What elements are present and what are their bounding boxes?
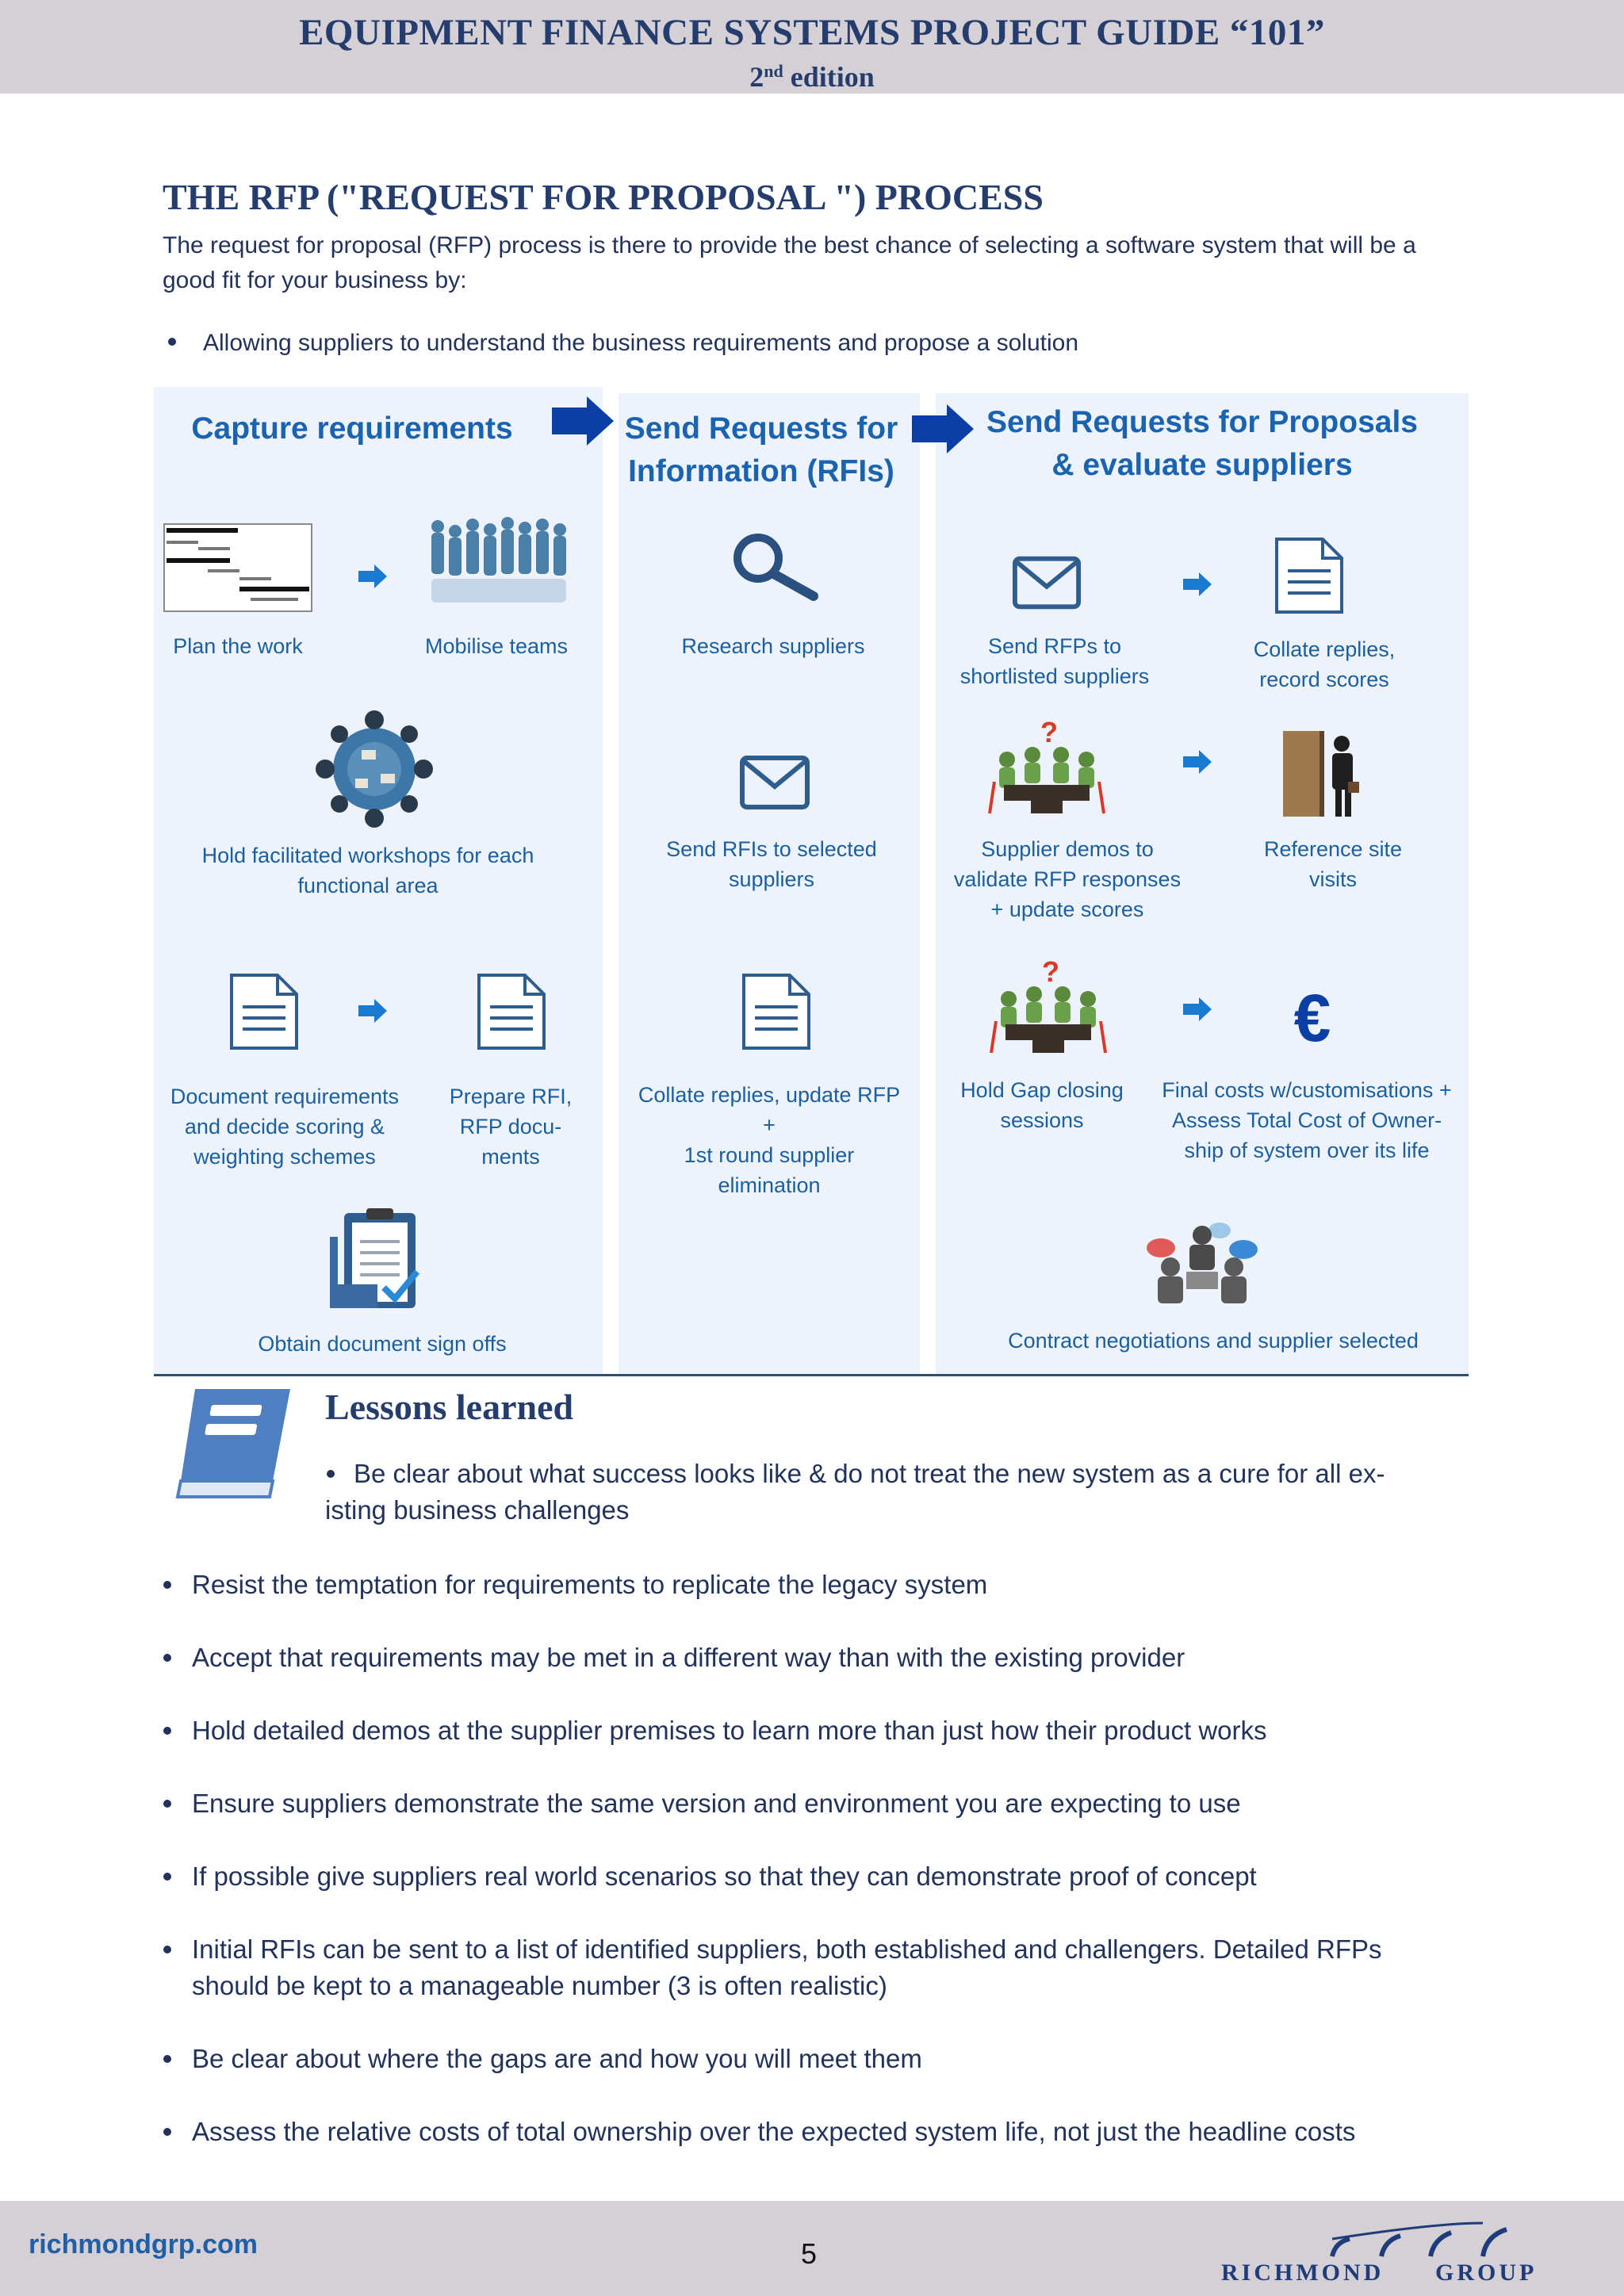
lesson-item: Hold detailed demos at the supplier premises to learn more than just how their product works [192, 1712, 1477, 1749]
small-arrow-icon [1183, 997, 1212, 1021]
lessons-learned-title: Lessons learned [325, 1387, 574, 1427]
richmond-group-logo [1213, 2207, 1586, 2286]
lesson-item: Be clear about what success looks like & do not treat the new system as a cure for all ex- isting business challenges [325, 1459, 1385, 1525]
section-divider [154, 1374, 1469, 1376]
mail-icon [1012, 555, 1082, 610]
euro-icon: € [1293, 981, 1331, 1055]
mail-icon [739, 755, 810, 810]
send-rfps-label: Send RFPs to shortlisted suppliers [959, 634, 1150, 688]
meeting-question-icon [983, 718, 1110, 818]
send-rfis-label: Send RFIs to selected suppliers [666, 837, 877, 891]
svg-text:?: ? [1040, 718, 1058, 748]
document-requirements-label: Document requirements and decide scoring & weighting schemes [170, 1085, 400, 1169]
prepare-rfi-label: Prepare RFI, RFP docu- ments [449, 1085, 573, 1169]
mobilise-teams-label: Mobilise teams [424, 634, 569, 658]
door-visit-icon [1278, 726, 1365, 821]
workshops-label: Hold facilitated workshops for each functional area [201, 844, 534, 897]
reference-visits-label: Reference site visits [1263, 837, 1403, 891]
plan-the-work-label: Plan the work [173, 634, 303, 658]
small-arrow-icon [358, 999, 387, 1023]
intro-bullet: Allowing suppliers to understand the business requirements and propose a solution [168, 330, 1078, 357]
supplier-demos-label: Supplier demos to validate RFP responses + update scores [953, 837, 1182, 921]
lesson-item: If possible give suppliers real world scenarios so that they can demonstrate proof of concept [192, 1858, 1477, 1895]
collate-rfi-replies-label: Collate replies, update RFP + 1st round supplier elimination [638, 1083, 901, 1197]
lesson-item: Ensure suppliers demonstrate the same version and environment you are expecting to use [192, 1785, 1477, 1822]
rfi-heading: Send Requests for Information (RFIs) [624, 411, 898, 488]
edition-label: 2nd edition [749, 61, 875, 93]
team-people-icon [425, 515, 574, 615]
rfp-heading: Send Requests for Proposals & evaluate suppliers [986, 405, 1418, 482]
document-title: EQUIPMENT FINANCE SYSTEMS PROJECT GUIDE “101” [299, 12, 1325, 53]
lesson-item: Accept that requirements may be met in a different way than with the existing provider [192, 1640, 1477, 1676]
small-arrow-icon [1183, 572, 1212, 596]
clipboard-icon [328, 1205, 428, 1313]
document-icon [741, 972, 812, 1051]
footer-website-link[interactable]: richmondgrp.com [29, 2229, 259, 2260]
logo-word-richmond: RICHMOND [1221, 2260, 1385, 2286]
contract-negotiations-label: Contract negotiations and supplier selected [1008, 1329, 1419, 1353]
section-title: THE RFP ("REQUEST FOR PROPOSAL ") PROCESS [163, 177, 1044, 217]
search-icon [726, 530, 820, 601]
collate-rfp-replies-label: Collate replies, record scores [1253, 637, 1396, 691]
meeting-question-icon [985, 958, 1112, 1058]
book-icon [171, 1381, 298, 1500]
gap-sessions-label: Hold Gap closing sessions [960, 1078, 1124, 1132]
lesson-item: Resist the temptation for requirements to replicate the legacy system [192, 1567, 1477, 1603]
document-icon [476, 972, 547, 1051]
logo-word-group: GROUP [1435, 2260, 1538, 2286]
lesson-item: Be clear about where the gaps are and how you will meet them [192, 2041, 1477, 2077]
negotiation-icon [1139, 1216, 1266, 1307]
final-costs-label: Final costs w/customisations + Assess Total Cost of Owner- ship of system over its life [1162, 1078, 1452, 1162]
workshop-table-icon [314, 709, 435, 829]
gantt-chart-icon [163, 523, 312, 612]
document-icon [1274, 536, 1345, 615]
capture-requirements-heading: Capture requirements [191, 411, 513, 446]
sign-offs-label: Obtain document sign offs [258, 1332, 507, 1356]
lesson-item: Assess the relative costs of total ownership over the expected system life, not just the headline costs [192, 2114, 1477, 2150]
small-arrow-icon [358, 564, 387, 588]
intro-paragraph: The request for proposal (RFP) process is there to provide the best chance of selecting a software system that will be a good fit for your business by: [163, 232, 1416, 293]
research-suppliers-label: Research suppliers [681, 634, 865, 658]
flow-arrow-icon [552, 396, 614, 446]
small-arrow-icon [1183, 750, 1212, 774]
svg-text:?: ? [1042, 958, 1059, 988]
page-number: 5 [800, 2237, 818, 2270]
document-icon [228, 972, 300, 1051]
lesson-item: Initial RFIs can be sent to a list of identified suppliers, both established and challengers. Detailed RFPs should be kept to a manageable number (3 is often realistic) [192, 1931, 1477, 2004]
